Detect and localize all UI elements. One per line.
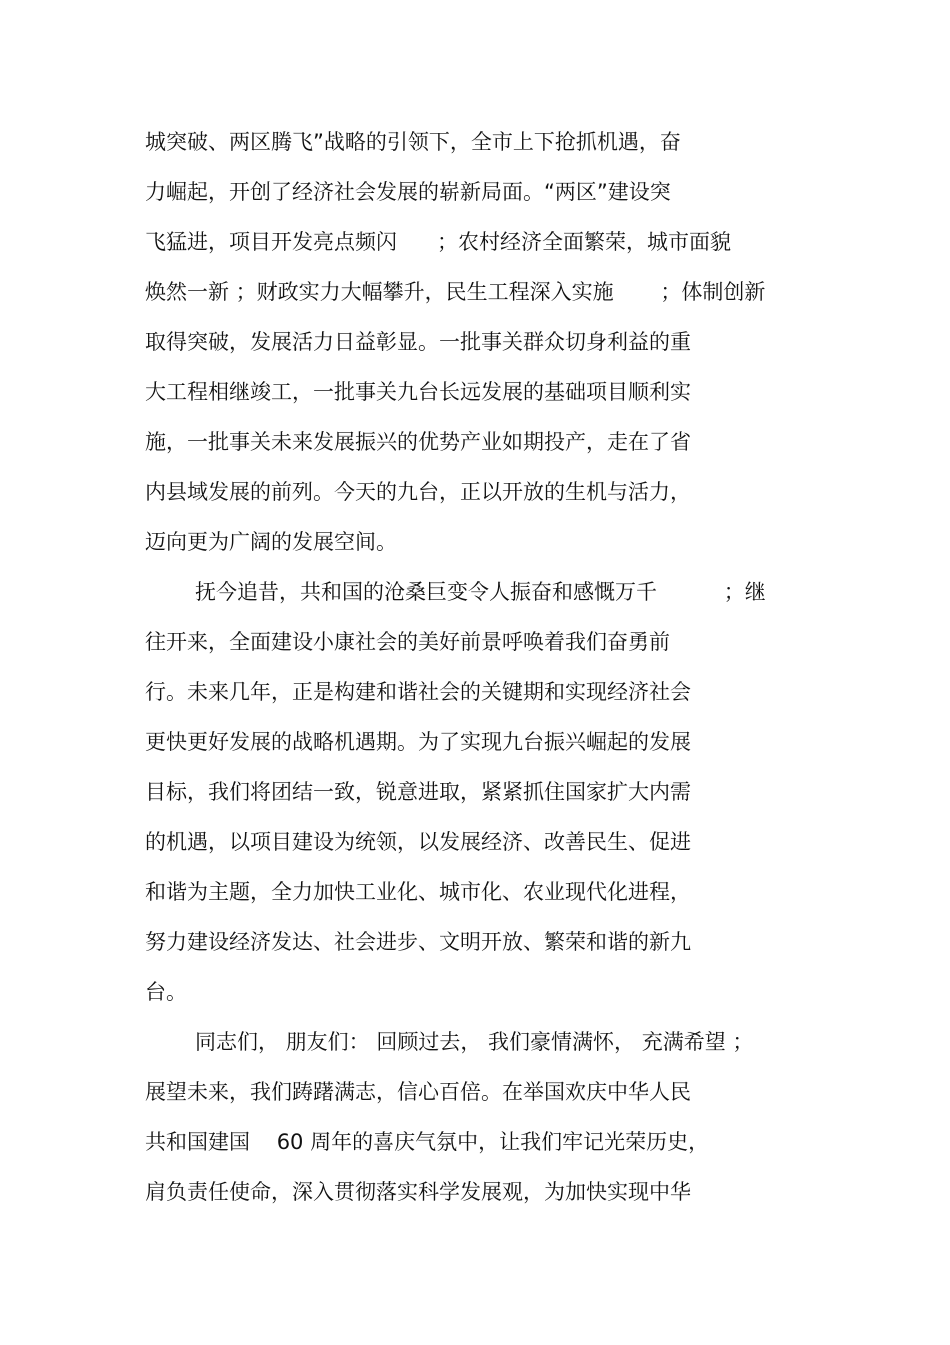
text-line: 展望未来，我们踌躇满志，信心百倍。在举国欢庆中华人民	[145, 1080, 691, 1104]
text-line: 共和国建国 60 周年的喜庆气氛中，让我们牢记光荣历史，	[145, 1130, 710, 1154]
text-line: 台。	[145, 980, 187, 1004]
text-line: 的机遇，以项目建设为统领，以发展经济、改善民生、促进	[145, 830, 691, 854]
text-line: 肩负责任使命，深入贯彻落实科学发展观，为加快实现中华	[145, 1180, 691, 1204]
text-line: 努力建设经济发达、社会进步、文明开放、繁荣和谐的新九	[145, 930, 691, 954]
text-line: 取得突破，发展活力日益彰显。一批事关群众切身利益的重	[145, 330, 691, 354]
text-line: 大工程相继竣工，一批事关九台长远发展的基础项目顺利实	[145, 380, 691, 404]
text-line: 城突破、两区腾飞”战略的引领下，全市上下抢抓机遇，奋	[145, 130, 681, 154]
text-line: 焕然一新 ；财政实力大幅攀升，民生工程深入实施 ；体制创新	[145, 280, 766, 304]
text-line: 往开来，全面建设小康社会的美好前景呼唤着我们奋勇前	[145, 630, 670, 654]
text-line: 更快更好发展的战略机遇期。为了实现九台振兴崛起的发展	[145, 730, 691, 754]
text-line: 飞猛进，项目开发亮点频闪 ；农村经济全面繁荣，城市面貌	[145, 230, 732, 254]
text-line: 目标，我们将团结一致，锐意进取，紧紧抓住国家扩大内需	[145, 780, 691, 804]
text-line: 迈向更为广阔的发展空间。	[145, 530, 397, 554]
paragraph-first-line: 同志们， 朋友们： 回顾过去， 我们豪情满怀， 充满希望 ；	[195, 1030, 754, 1054]
text-line: 施，一批事关未来发展振兴的优势产业如期投产，走在了省	[145, 430, 691, 454]
text-line: 力崛起，开创了经济社会发展的崭新局面。“两区”建设突	[145, 180, 671, 204]
text-line: 内县域发展的前列。今天的九台，正以开放的生机与活力，	[145, 480, 691, 504]
text-line: 和谐为主题，全力加快工业化、城市化、农业现代化进程，	[145, 880, 691, 904]
paragraph-first-line: 抚今追昔，共和国的沧桑巨变令人振奋和感慨万千 ；继	[195, 580, 766, 604]
text-line: 行。未来几年，正是构建和谐社会的关键期和实现经济社会	[145, 680, 691, 704]
